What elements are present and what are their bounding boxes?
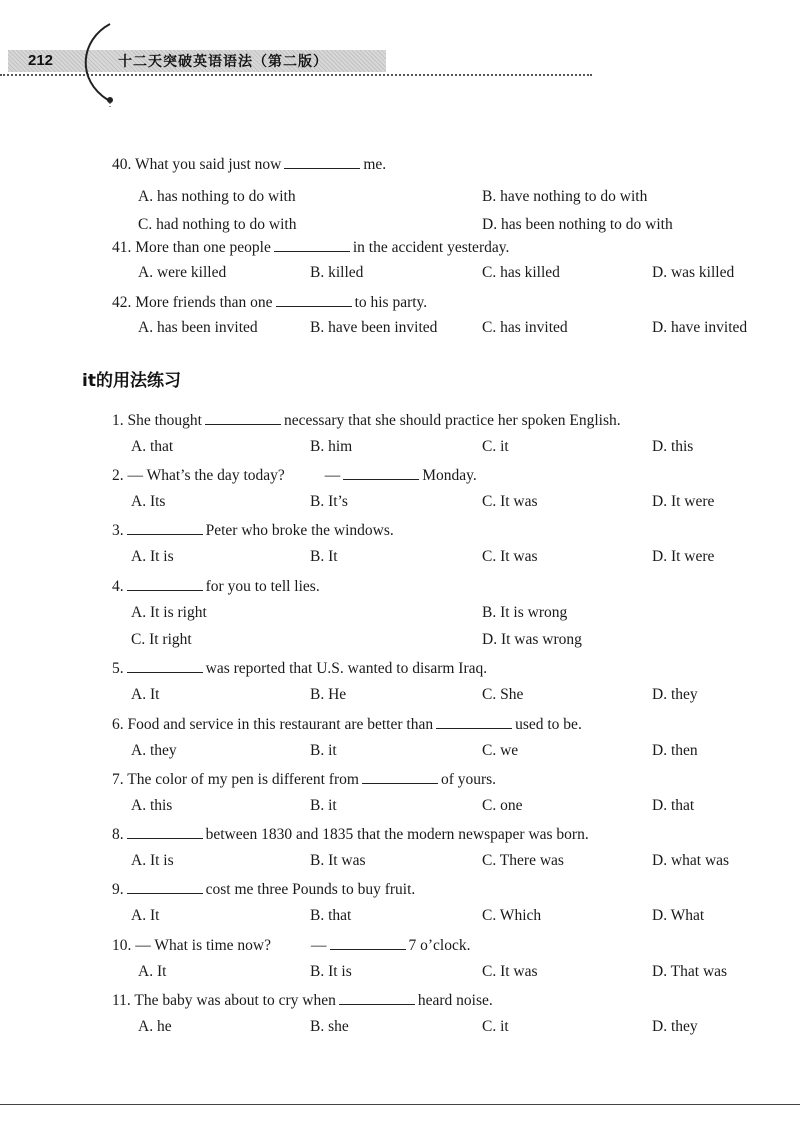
answer-option: B. It is xyxy=(310,963,352,980)
answer-option: C. one xyxy=(482,797,523,814)
question-text: to his party. xyxy=(354,294,428,311)
question-text: for you to tell lies. xyxy=(205,578,320,595)
answer-option: C. has invited xyxy=(482,319,568,336)
answer-option: D. they xyxy=(652,1018,698,1035)
question-text: me. xyxy=(363,156,387,173)
answer-option: B. have nothing to do with xyxy=(482,188,648,205)
question-text: 9. xyxy=(112,881,124,898)
question-text: was reported that U.S. wanted to disarm Iraq. xyxy=(205,660,488,677)
answer-option: D. have invited xyxy=(652,319,748,336)
answer-option: B. that xyxy=(310,907,352,924)
answer-option: D. this xyxy=(652,438,694,455)
question-stem xyxy=(112,410,621,430)
question-text: 40. What you said just now xyxy=(112,156,282,173)
answer-option: C. She xyxy=(482,686,524,703)
answer-option: B. she xyxy=(310,1018,349,1035)
answer-option: B. him xyxy=(310,438,353,455)
answer-option: C. It right xyxy=(131,631,192,648)
answer-blank xyxy=(127,576,203,591)
question-text: Peter who broke the windows. xyxy=(205,522,394,539)
answer-option: A. were killed xyxy=(138,264,227,281)
question-stem xyxy=(112,292,427,312)
question-stem xyxy=(112,237,509,257)
answer-option: A. It xyxy=(138,963,167,980)
answer-option: A. It is right xyxy=(131,604,207,621)
question-text: 7 o’clock. xyxy=(408,937,471,954)
answer-option: C. it xyxy=(482,1018,509,1035)
answer-option: C. Which xyxy=(482,907,542,924)
answer-option: A. It xyxy=(131,686,160,703)
answer-option: A. this xyxy=(131,797,173,814)
answer-blank xyxy=(339,990,415,1005)
question-text: 7. The color of my pen is different from xyxy=(112,771,359,788)
answer-option: A. that xyxy=(131,438,174,455)
question-text: heard noise. xyxy=(417,992,493,1009)
answer-option: A. has nothing to do with xyxy=(138,188,296,205)
answer-blank xyxy=(436,714,512,729)
question-text: 1. She thought xyxy=(112,412,202,429)
answer-option: C. It was xyxy=(482,548,538,565)
answer-option: D. they xyxy=(652,686,698,703)
answer-option: C. it xyxy=(482,438,509,455)
answer-option: D. was killed xyxy=(652,264,735,281)
answer-blank xyxy=(343,465,419,480)
answer-option: B. It is wrong xyxy=(482,604,568,621)
answer-option: D. what was xyxy=(652,852,730,869)
answer-option: D. has been nothing to do with xyxy=(482,216,673,233)
answer-option: D. that xyxy=(652,797,695,814)
question-text: 2. — What’s the day today? xyxy=(112,467,285,484)
question-text: 5. xyxy=(112,660,124,677)
question-text: 4. xyxy=(112,578,124,595)
answer-blank xyxy=(127,658,203,673)
answer-option: A. It is xyxy=(131,852,174,869)
answer-option: C. we xyxy=(482,742,519,759)
question-stem xyxy=(112,935,470,955)
answer-option: A. Its xyxy=(131,493,166,510)
question-text: 42. More friends than one xyxy=(112,294,273,311)
answer-option: D. It were xyxy=(652,493,715,510)
answer-option: C. has killed xyxy=(482,264,560,281)
answer-blank xyxy=(127,824,203,839)
answer-option: D. then xyxy=(652,742,698,759)
answer-option: D. What xyxy=(652,907,705,924)
answer-option: B. it xyxy=(310,797,337,814)
question-text: 3. xyxy=(112,522,124,539)
question-stem xyxy=(112,769,496,789)
section-title: it的用法练习 xyxy=(82,371,181,391)
answer-blank xyxy=(274,237,350,252)
question-stem xyxy=(112,714,582,734)
answer-blank xyxy=(205,410,281,425)
answer-option: A. It is xyxy=(131,548,174,565)
answer-option: B. It xyxy=(310,548,338,565)
answer-blank xyxy=(284,154,360,169)
question-text: 6. Food and service in this restaurant are better than xyxy=(112,716,434,733)
answer-option: D. It was wrong xyxy=(482,631,582,648)
book-title: 十二天突破英语语法（第二版） xyxy=(118,54,328,70)
answer-blank xyxy=(127,879,203,894)
question-text: 11. The baby was about to cry when xyxy=(112,992,336,1009)
answer-blank xyxy=(276,292,352,307)
answer-option: D. That was xyxy=(652,963,728,980)
answer-option: C. It was xyxy=(482,963,538,980)
reply-dash: — xyxy=(311,937,327,954)
question-text: Monday. xyxy=(422,467,477,484)
question-stem xyxy=(112,576,320,596)
question-text: in the accident yesterday. xyxy=(352,239,510,256)
answer-blank xyxy=(362,769,438,784)
answer-blank xyxy=(330,935,406,950)
question-text: used to be. xyxy=(515,716,582,733)
question-stem xyxy=(112,658,487,678)
question-stem xyxy=(112,154,386,174)
answer-blank xyxy=(127,520,203,535)
answer-option: A. he xyxy=(138,1018,172,1035)
answer-option: B. have been invited xyxy=(310,319,438,336)
question-text: 10. — What is time now? xyxy=(112,937,271,954)
bottom-rule xyxy=(0,1104,800,1105)
question-stem xyxy=(112,465,477,485)
question-text: 41. More than one people xyxy=(112,239,271,256)
answer-option: B. It’s xyxy=(310,493,348,510)
question-stem xyxy=(112,879,415,899)
page-number: 212 xyxy=(28,52,54,69)
question-text: of yours. xyxy=(440,771,497,788)
answer-option: C. It was xyxy=(482,493,538,510)
answer-option: A. It xyxy=(131,907,160,924)
answer-option: A. has been invited xyxy=(138,319,258,336)
answer-option: D. It were xyxy=(652,548,715,565)
answer-option: C. There was xyxy=(482,852,564,869)
question-stem xyxy=(112,824,589,844)
answer-option: B. It was xyxy=(310,852,366,869)
question-stem xyxy=(112,990,493,1010)
reply-dash: — xyxy=(324,467,341,484)
answer-option: C. had nothing to do with xyxy=(138,216,297,233)
answer-option: B. killed xyxy=(310,264,364,281)
question-text: between 1830 and 1835 that the modern newspaper was born. xyxy=(205,826,589,843)
question-text: cost me three Pounds to buy fruit. xyxy=(205,881,416,898)
answer-option: A. they xyxy=(131,742,177,759)
answer-option: B. it xyxy=(310,742,337,759)
question-text: necessary that she should practice her spoken English. xyxy=(284,412,621,429)
question-stem xyxy=(112,520,394,540)
question-text: 8. xyxy=(112,826,124,843)
answer-option: B. He xyxy=(310,686,347,703)
